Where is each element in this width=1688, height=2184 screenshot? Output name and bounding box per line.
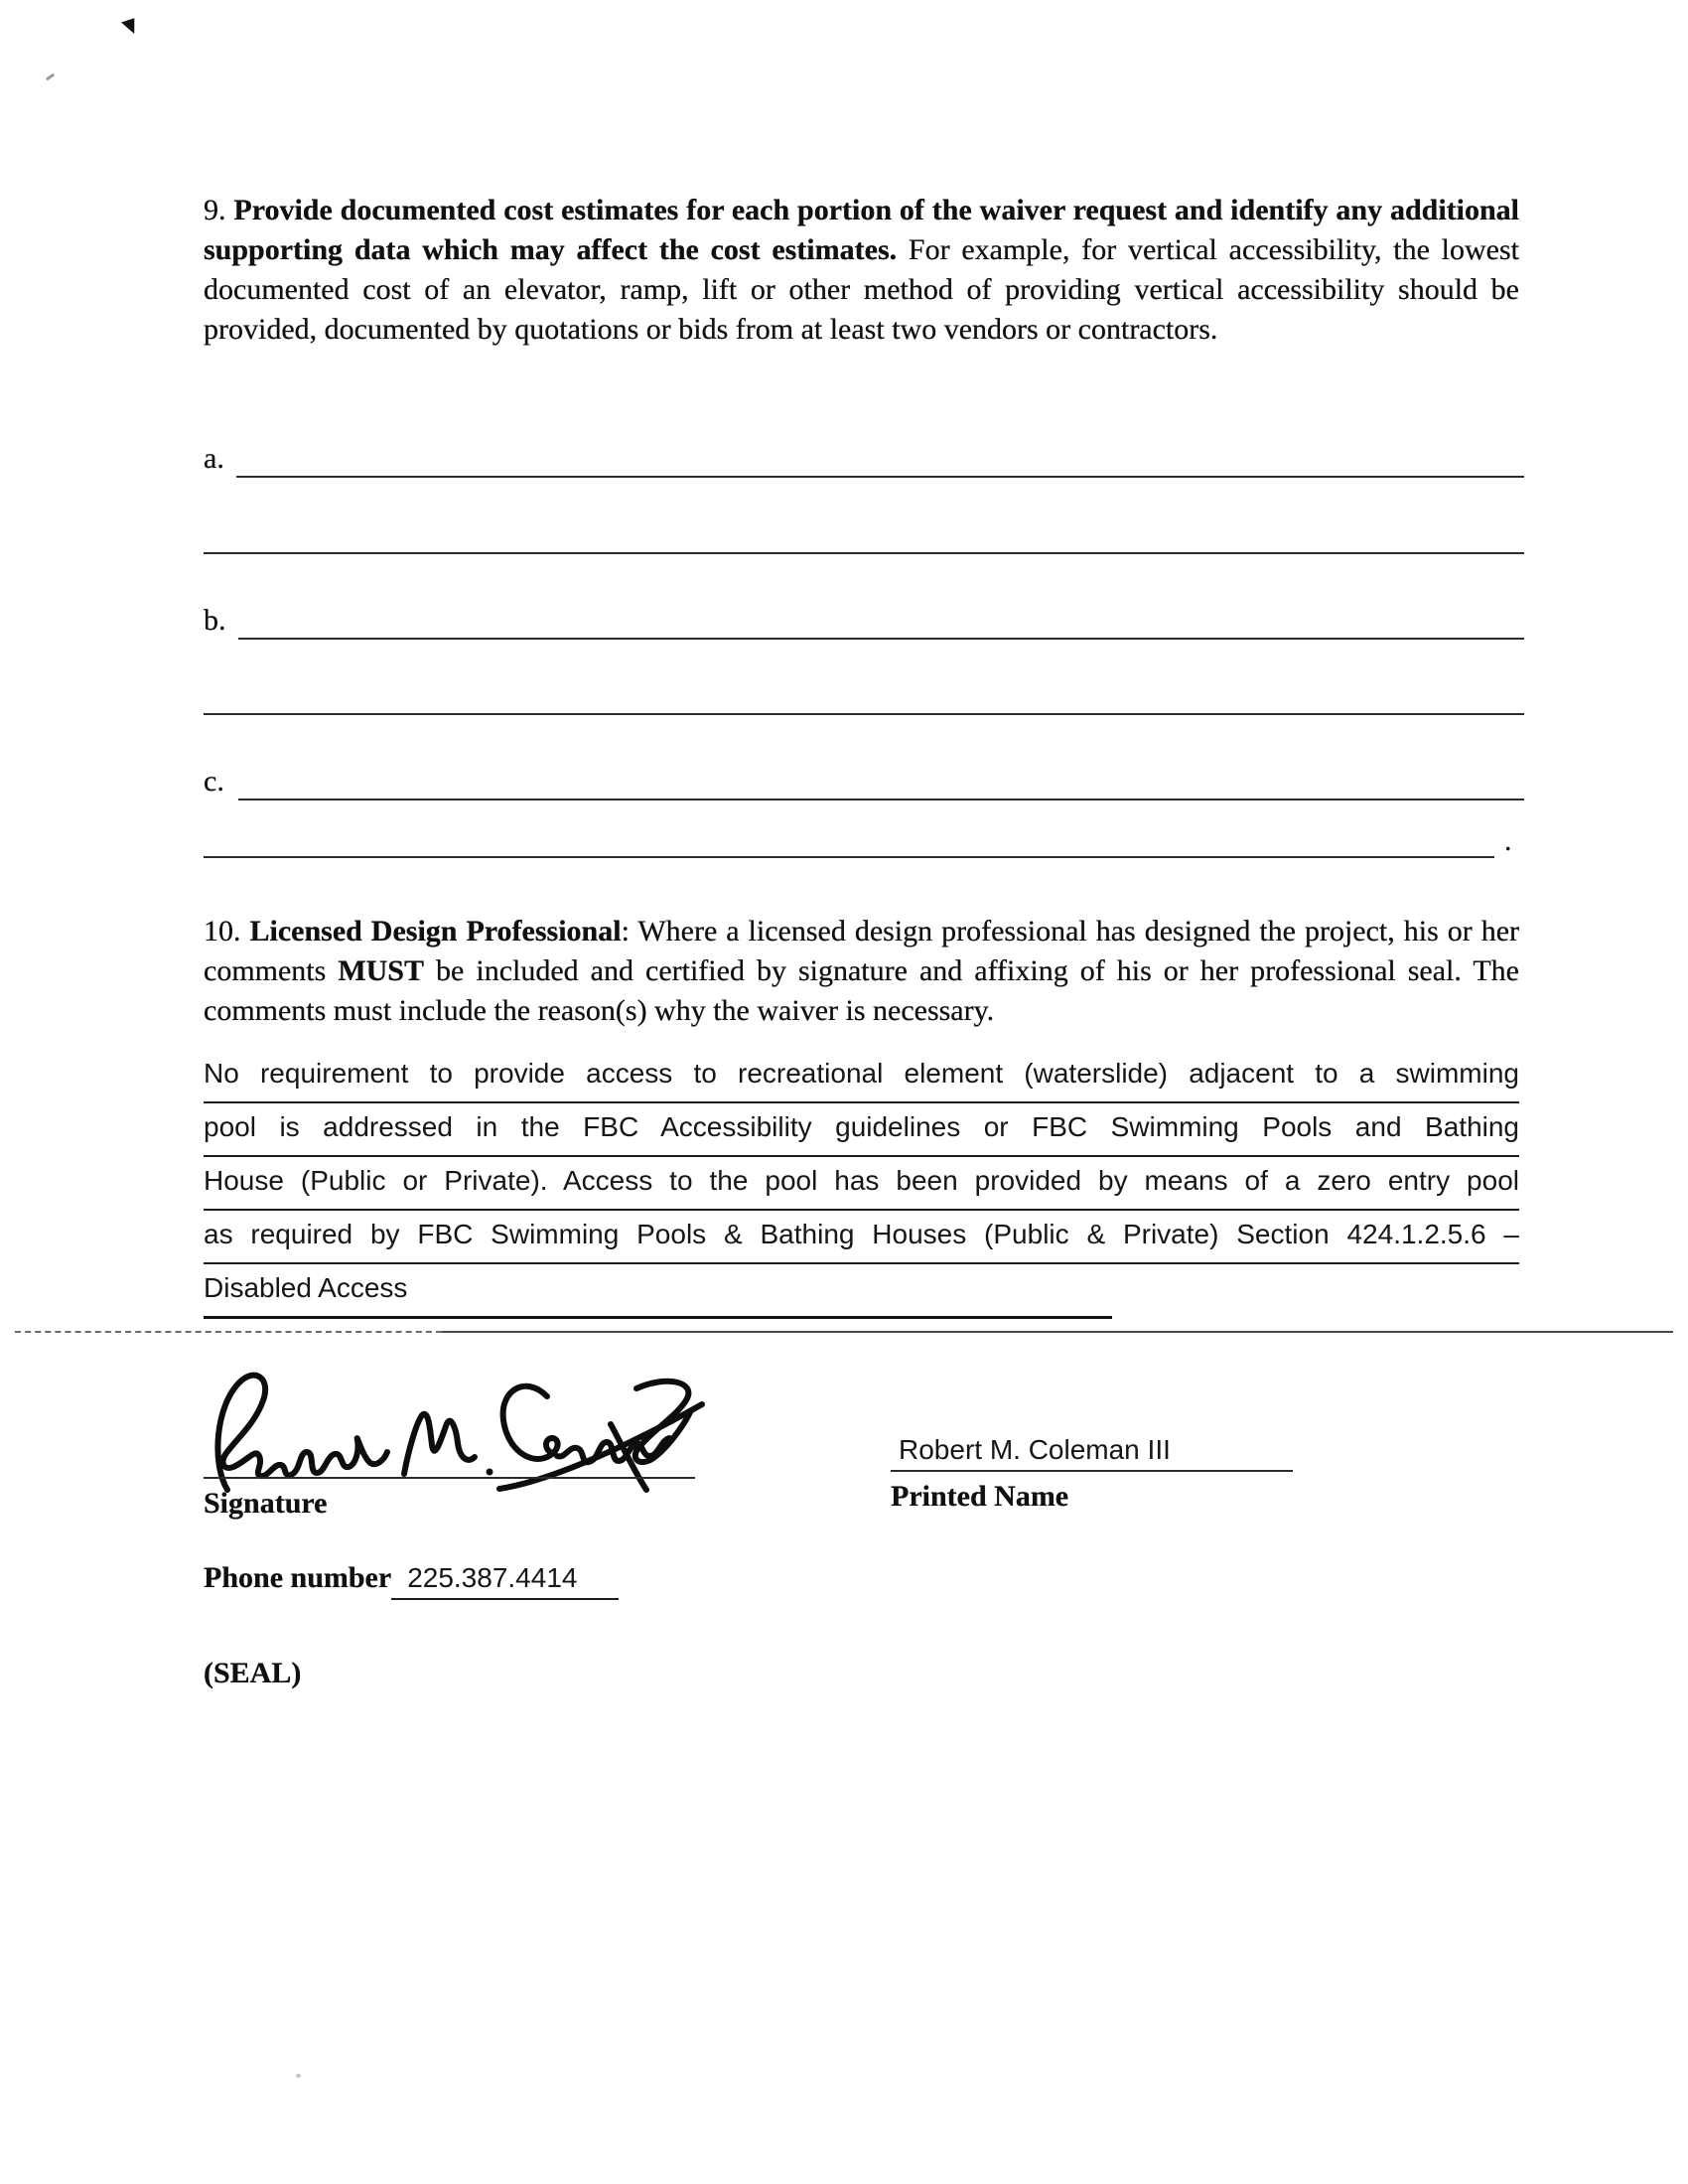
answer-line-last: Disabled Access xyxy=(204,1264,1112,1319)
answer-line: House (Public or Private). Access to the pool has been provided by means of a zero entry pool xyxy=(204,1157,1519,1211)
item-b-label: b. xyxy=(204,604,226,637)
phone-value: 225.387.4414 xyxy=(391,1562,619,1600)
item-a-blank-line xyxy=(236,476,1524,478)
blank-line xyxy=(204,713,1524,715)
section-10-answer xyxy=(204,1050,1519,1319)
handwritten-signature xyxy=(194,1369,730,1500)
signature-label: Signature xyxy=(204,1487,328,1520)
page-separator-line xyxy=(442,1331,1673,1333)
section-10-text-1: : Where a licensed design professional has designed the project, his or her comments xyxy=(204,915,1519,987)
section-9-number: 9. xyxy=(204,194,226,226)
section-10-bold-heading: Licensed Design Professional xyxy=(240,915,622,947)
printed-name-value: Robert M. Coleman III xyxy=(899,1434,1171,1465)
page-separator-line xyxy=(15,1331,442,1333)
section-9-bold-text: Provide documented cost estimates for each portion of the waiver request and identify any additional supporting data which may affect the cost estimates. xyxy=(204,194,1519,266)
answer-line: No requirement to provide access to recreational element (waterslide) adjacent to a swimming xyxy=(204,1050,1519,1103)
seal-label: (SEAL) xyxy=(204,1657,302,1689)
section-10-number: 10. xyxy=(204,915,241,947)
section-10-bold-must: MUST xyxy=(338,954,425,987)
blank-line xyxy=(204,552,1524,554)
section-10-text-2: be included and certified by signature and affixing of his or her professional seal. The comments must include the reason(s) why the waiver is necessary. xyxy=(204,954,1519,1027)
scan-artifact-mark xyxy=(46,73,55,81)
item-a-label: a. xyxy=(204,442,224,475)
section-10-paragraph xyxy=(204,912,1519,1031)
scan-artifact-mark xyxy=(296,2074,301,2078)
blank-line xyxy=(204,856,1494,858)
signature-line xyxy=(204,1477,695,1479)
answer-line: as required by FBC Swimming Pools & Bathing Houses (Public & Private) Section 424.1.2.5.6 – xyxy=(204,1211,1519,1264)
printed-name-label: Printed Name xyxy=(891,1480,1069,1513)
answer-line: pool is addressed in the FBC Accessibility guidelines or FBC Swimming Pools and Bathing xyxy=(204,1103,1519,1157)
item-b-blank-line xyxy=(238,638,1524,640)
item-c-label: c. xyxy=(204,765,224,798)
section-9-regular-text: For example, for vertical accessibility, the lowest documented cost of an elevator, ramp, lift or other method of providing vertical accessibility should be provided, documented by quotations or bids from at least two vendors or contractors. xyxy=(204,233,1520,346)
scan-artifact-mark xyxy=(121,18,139,37)
phone-label: Phone number xyxy=(204,1561,392,1594)
printed-name-line xyxy=(891,1470,1293,1472)
trailing-period: . xyxy=(1504,824,1512,857)
item-c-blank-line xyxy=(238,799,1524,801)
section-9-paragraph xyxy=(204,191,1519,350)
phone-row xyxy=(204,1561,619,1600)
